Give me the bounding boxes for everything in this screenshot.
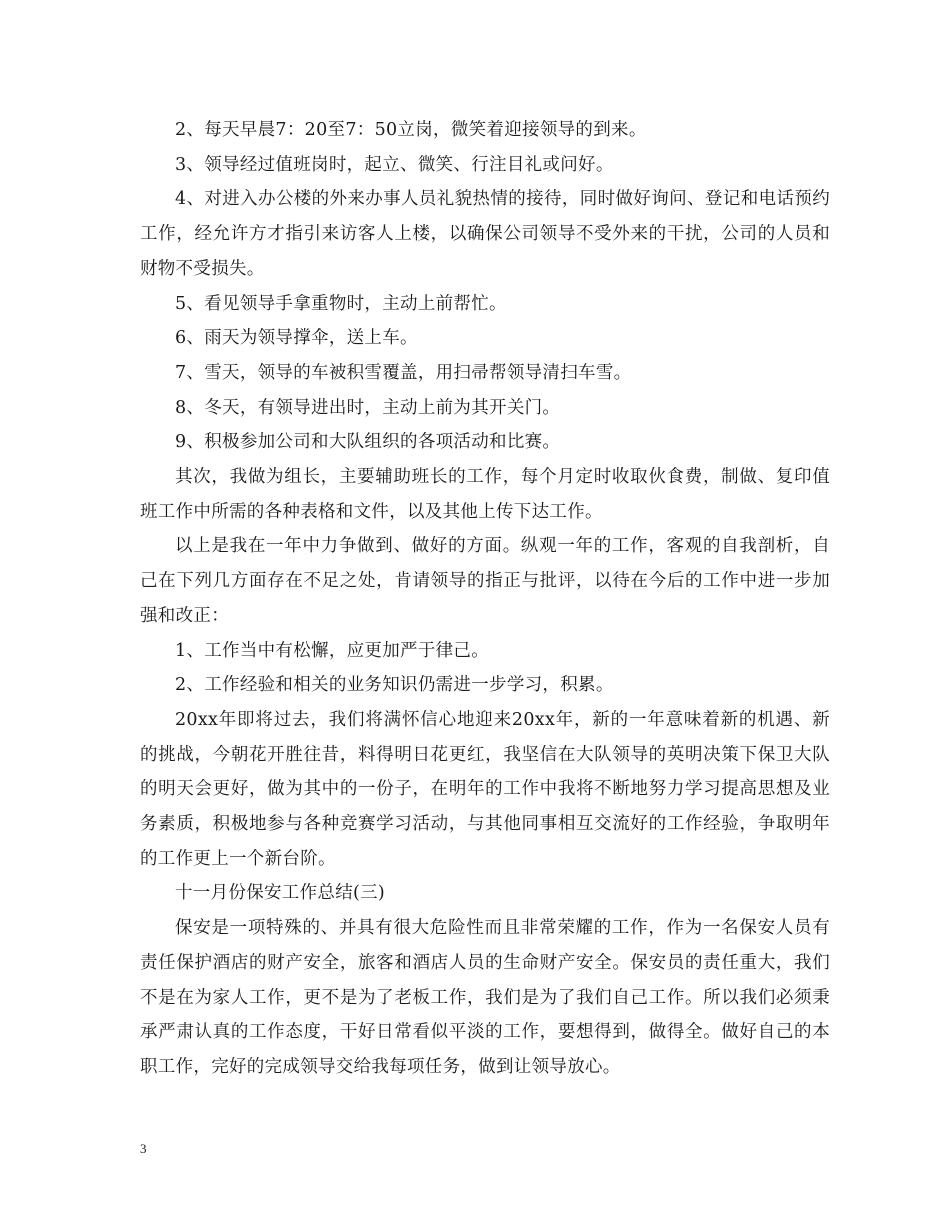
paragraph-self-analysis: 以上是我在一年中力争做到、做好的方面。纵观一年的工作，客观的自我剖析，自己在下列几方面存在不足之处，肯请领导的指正与批评，以待在今后的工作中进一步加强和改正： <box>140 536 830 626</box>
section-heading: 十一月份保安工作总结(三) <box>175 883 386 904</box>
paragraph-security-intro: 保安是一项特殊的、并具有很大危险性而且非常荣耀的工作，作为一名保安人员有责任保护酒店的财产安全，旅客和酒店人员的生命财产安全。保安员的责任重大，我们不是在为家人工作，更不是为了老板工作，我们是为了我们自己工作。所以我们必须秉承严肃认真的工作态度，干好日常看似平淡的工作，要想得到，做得全。做好自己的本职工作，完好的完成领导交给我每项任务，做到让领导放心。 <box>140 918 830 1077</box>
paragraph-duty-5: 5、看见领导手拿重物时，主动上前帮忙。 <box>175 293 507 314</box>
paragraph-duty-6: 6、雨天为领导撑伞，送上车。 <box>175 328 418 349</box>
paragraph-team-leader: 其次，我做为组长，主要辅助班长的工作，每个月定时收取伙食费，制做、复印值班工作中所需的各种表格和文件，以及其他上传下达工作。 <box>140 467 830 522</box>
paragraph-duty-9: 9、积极参加公司和大队组织的各项活动和比赛。 <box>175 432 561 453</box>
paragraph-duty-4: 4、对进入办公楼的外来办事人员礼貌热情的接待，同时做好询问、登记和电话预约工作，经允许方才指引来访客人上楼，以确保公司领导不受外来的干扰，公司的人员和财物不受损失。 <box>140 189 830 279</box>
paragraph-duty-3: 3、领导经过值班岗时，起立、微笑、行注目礼或问好。 <box>175 154 614 175</box>
paragraph-duty-7: 7、雪天，领导的车被积雪覆盖，用扫帚帮领导清扫车雪。 <box>175 362 632 383</box>
page-number: 3 <box>140 1141 147 1156</box>
paragraph-shortcoming-1: 1、工作当中有松懈，应更加严于律己。 <box>175 640 490 661</box>
paragraph-shortcoming-2: 2、工作经验和相关的业务知识仍需进一步学习，积累。 <box>175 675 614 696</box>
document-body <box>140 113 830 1085</box>
paragraph-outlook: 20xx年即将过去，我们将满怀信心地迎来20xx年，新的一年意味着新的机遇、新的挑战，今朝花开胜往昔，料得明日花更红，我坚信在大队领导的英明决策下保卫大队的明天会更好，做为其中的一份子，在明年的工作中我将不断地努力学习提高思想及业务素质，积极地参与各种竞赛学习活动，与其他同事相互交流好的工作经验，争取明年的工作更上一个新台阶。 <box>140 709 830 869</box>
paragraph-duty-8: 8、冬天，有领导进出时，主动上前为其开关门。 <box>175 397 561 418</box>
paragraph-duty-2: 2、每天早晨7：20至7：50立岗，微笑着迎接领导的到来。 <box>175 120 647 140</box>
